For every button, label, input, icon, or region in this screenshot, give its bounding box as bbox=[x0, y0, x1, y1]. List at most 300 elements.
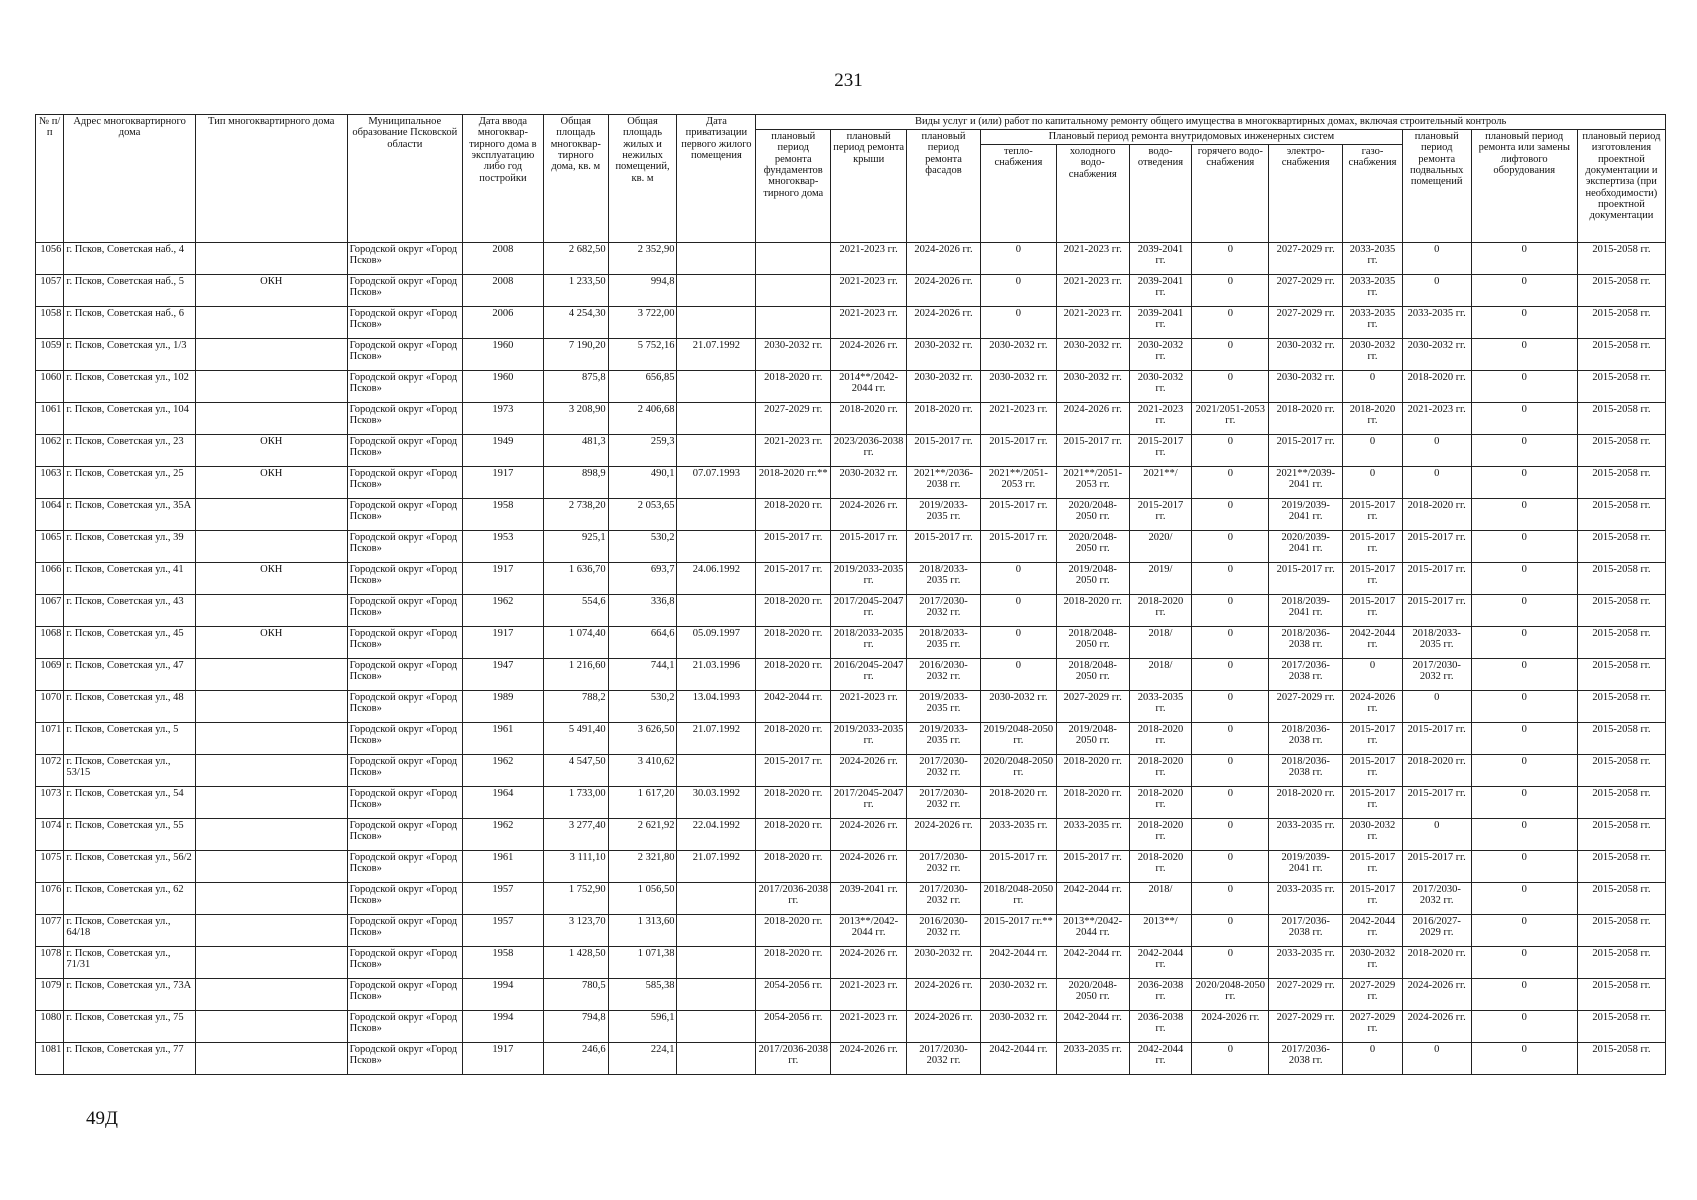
cell-facade: 2017/2030-2032 гг. bbox=[907, 595, 981, 627]
cell-municipality: Городской округ «Город Псков» bbox=[347, 787, 462, 819]
cell-drainage: 2021-2023 гг. bbox=[1129, 403, 1192, 435]
cell-foundation: 2018-2020 гг.** bbox=[756, 467, 831, 499]
cell-living-area: 3 626,50 bbox=[608, 723, 677, 755]
cell-living-area: 1 056,50 bbox=[608, 883, 677, 915]
cell-type: ОКН bbox=[195, 467, 347, 499]
cell-num: 1078 bbox=[36, 947, 64, 979]
header-roof: плановый период ремонта крыши bbox=[831, 130, 907, 243]
cell-num: 1068 bbox=[36, 627, 64, 659]
cell-basement: 0 bbox=[1402, 819, 1471, 851]
cell-municipality: Городской округ «Город Псков» bbox=[347, 883, 462, 915]
cell-total-area: 794,8 bbox=[543, 1011, 608, 1043]
cell-foundation: 2042-2044 гг. bbox=[756, 691, 831, 723]
table-row bbox=[36, 243, 1666, 275]
cell-type bbox=[195, 307, 347, 339]
cell-design: 2015-2058 гг. bbox=[1577, 755, 1665, 787]
cell-elevator: 0 bbox=[1471, 275, 1577, 307]
cell-type bbox=[195, 723, 347, 755]
cell-cold-water: 2020/2048-2050 гг. bbox=[1056, 531, 1129, 563]
cell-basement: 2018-2020 гг. bbox=[1402, 755, 1471, 787]
cell-design: 2015-2058 гг. bbox=[1577, 691, 1665, 723]
table-row bbox=[36, 563, 1666, 595]
cell-facade: 2024-2026 гг. bbox=[907, 243, 981, 275]
cell-drainage: 2018-2020 гг. bbox=[1129, 819, 1192, 851]
cell-elevator: 0 bbox=[1471, 627, 1577, 659]
cell-privatization-date bbox=[677, 1043, 756, 1075]
cell-gas: 0 bbox=[1343, 659, 1403, 691]
cell-total-area: 1 752,90 bbox=[543, 883, 608, 915]
cell-drainage: 2039-2041 гг. bbox=[1129, 243, 1192, 275]
cell-address: г. Псков, Советская ул., 47 bbox=[64, 659, 196, 691]
header-drainage: водо-отведения bbox=[1129, 145, 1192, 243]
cell-foundation: 2021-2023 гг. bbox=[756, 435, 831, 467]
cell-electricity: 2018-2020 гг. bbox=[1269, 403, 1343, 435]
cell-type bbox=[195, 947, 347, 979]
cell-roof: 2017/2045-2047 гг. bbox=[831, 787, 907, 819]
cell-year: 1989 bbox=[462, 691, 543, 723]
cell-year: 1960 bbox=[462, 371, 543, 403]
table-row bbox=[36, 627, 1666, 659]
cell-basement: 2015-2017 гг. bbox=[1402, 723, 1471, 755]
cell-gas: 2027-2029 гг. bbox=[1343, 1011, 1403, 1043]
cell-facade: 2024-2026 гг. bbox=[907, 307, 981, 339]
cell-privatization-date bbox=[677, 915, 756, 947]
cell-municipality: Городской округ «Город Псков» bbox=[347, 595, 462, 627]
cell-privatization-date bbox=[677, 435, 756, 467]
cell-gas: 2033-2035 гг. bbox=[1343, 243, 1403, 275]
header-basement: плановый период ремонта подвальных помещений bbox=[1402, 130, 1471, 243]
cell-foundation: 2018-2020 гг. bbox=[756, 499, 831, 531]
cell-address: г. Псков, Советская ул., 55 bbox=[64, 819, 196, 851]
cell-address: г. Псков, Советская ул., 56/2 bbox=[64, 851, 196, 883]
cell-heating: 2018-2020 гг. bbox=[980, 787, 1056, 819]
cell-facade: 2024-2026 гг. bbox=[907, 819, 981, 851]
cell-living-area: 2 321,80 bbox=[608, 851, 677, 883]
cell-basement: 2018/2033-2035 гг. bbox=[1402, 627, 1471, 659]
cell-foundation: 2018-2020 гг. bbox=[756, 851, 831, 883]
cell-foundation: 2015-2017 гг. bbox=[756, 563, 831, 595]
cell-num: 1080 bbox=[36, 1011, 64, 1043]
cell-design: 2015-2058 гг. bbox=[1577, 947, 1665, 979]
cell-municipality: Городской округ «Город Псков» bbox=[347, 1011, 462, 1043]
cell-num: 1069 bbox=[36, 659, 64, 691]
cell-heating: 2042-2044 гг. bbox=[980, 947, 1056, 979]
cell-hot-water: 0 bbox=[1192, 915, 1269, 947]
footer-code: 49Д bbox=[86, 1108, 118, 1129]
cell-roof: 2024-2026 гг. bbox=[831, 851, 907, 883]
cell-roof: 2013**/2042-2044 гг. bbox=[831, 915, 907, 947]
cell-total-area: 554,6 bbox=[543, 595, 608, 627]
cell-year: 1917 bbox=[462, 627, 543, 659]
table-row bbox=[36, 499, 1666, 531]
cell-design: 2015-2058 гг. bbox=[1577, 659, 1665, 691]
cell-heating: 0 bbox=[980, 627, 1056, 659]
cell-gas: 2030-2032 гг. bbox=[1343, 947, 1403, 979]
cell-privatization-date bbox=[677, 499, 756, 531]
cell-drainage: 2018/ bbox=[1129, 659, 1192, 691]
cell-design: 2015-2058 гг. bbox=[1577, 1011, 1665, 1043]
cell-roof: 2014**/2042-2044 гг. bbox=[831, 371, 907, 403]
cell-elevator: 0 bbox=[1471, 371, 1577, 403]
cell-gas: 2015-2017 гг. bbox=[1343, 595, 1403, 627]
header-elevator: плановый период ремонта или замены лифтового оборудования bbox=[1471, 130, 1577, 243]
cell-foundation: 2018-2020 гг. bbox=[756, 819, 831, 851]
cell-hot-water: 0 bbox=[1192, 723, 1269, 755]
header-works-group: Виды услуг и (или) работ по капитальному ремонту общего имущества в многоквартирных домах, включая строительный контроль bbox=[756, 115, 1666, 130]
table-row bbox=[36, 723, 1666, 755]
cell-electricity: 2030-2032 гг. bbox=[1269, 371, 1343, 403]
cell-privatization-date bbox=[677, 979, 756, 1011]
cell-electricity: 2030-2032 гг. bbox=[1269, 339, 1343, 371]
cell-drainage: 2020/ bbox=[1129, 531, 1192, 563]
cell-cold-water: 2030-2032 гг. bbox=[1056, 339, 1129, 371]
cell-address: г. Псков, Советская ул., 43 bbox=[64, 595, 196, 627]
cell-total-area: 925,1 bbox=[543, 531, 608, 563]
cell-privatization-date: 13.04.1993 bbox=[677, 691, 756, 723]
cell-hot-water: 0 bbox=[1192, 243, 1269, 275]
cell-num: 1073 bbox=[36, 787, 64, 819]
cell-address: г. Псков, Советская ул., 62 bbox=[64, 883, 196, 915]
cell-privatization-date: 05.09.1997 bbox=[677, 627, 756, 659]
cell-type bbox=[195, 243, 347, 275]
cell-total-area: 3 277,40 bbox=[543, 819, 608, 851]
cell-roof: 2019/2033-2035 гг. bbox=[831, 563, 907, 595]
cell-cold-water: 2021-2023 гг. bbox=[1056, 275, 1129, 307]
table-row bbox=[36, 371, 1666, 403]
cell-living-area: 336,8 bbox=[608, 595, 677, 627]
cell-electricity: 2018/2036-2038 гг. bbox=[1269, 627, 1343, 659]
cell-gas: 2015-2017 гг. bbox=[1343, 723, 1403, 755]
table-row bbox=[36, 915, 1666, 947]
cell-type bbox=[195, 883, 347, 915]
cell-foundation bbox=[756, 243, 831, 275]
cell-municipality: Городской округ «Город Псков» bbox=[347, 915, 462, 947]
cell-type: ОКН bbox=[195, 435, 347, 467]
cell-total-area: 3 208,90 bbox=[543, 403, 608, 435]
cell-gas: 0 bbox=[1343, 467, 1403, 499]
cell-total-area: 1 216,60 bbox=[543, 659, 608, 691]
cell-heating: 2030-2032 гг. bbox=[980, 979, 1056, 1011]
cell-living-area: 2 406,68 bbox=[608, 403, 677, 435]
cell-living-area: 530,2 bbox=[608, 531, 677, 563]
cell-gas: 2015-2017 гг. bbox=[1343, 883, 1403, 915]
cell-electricity: 2018/2036-2038 гг. bbox=[1269, 755, 1343, 787]
cell-drainage: 2036-2038 гг. bbox=[1129, 1011, 1192, 1043]
cell-privatization-date: 30.03.1992 bbox=[677, 787, 756, 819]
cell-num: 1065 bbox=[36, 531, 64, 563]
cell-basement: 0 bbox=[1402, 1043, 1471, 1075]
header-gas: газо-снабжения bbox=[1343, 145, 1403, 243]
cell-total-area: 875,8 bbox=[543, 371, 608, 403]
cell-design: 2015-2058 гг. bbox=[1577, 307, 1665, 339]
cell-year: 1973 bbox=[462, 403, 543, 435]
cell-year: 1958 bbox=[462, 947, 543, 979]
cell-municipality: Городской округ «Город Псков» bbox=[347, 339, 462, 371]
cell-drainage: 2036-2038 гг. bbox=[1129, 979, 1192, 1011]
cell-living-area: 2 352,90 bbox=[608, 243, 677, 275]
cell-gas: 2024-2026 гг. bbox=[1343, 691, 1403, 723]
cell-elevator: 0 bbox=[1471, 467, 1577, 499]
cell-privatization-date: 22.04.1992 bbox=[677, 819, 756, 851]
cell-heating: 2030-2032 гг. bbox=[980, 1011, 1056, 1043]
cell-gas: 2027-2029 гг. bbox=[1343, 979, 1403, 1011]
cell-municipality: Городской округ «Город Псков» bbox=[347, 403, 462, 435]
cell-gas: 2042-2044 гг. bbox=[1343, 627, 1403, 659]
cell-foundation: 2054-2056 гг. bbox=[756, 979, 831, 1011]
cell-cold-water: 2018/2048-2050 гг. bbox=[1056, 659, 1129, 691]
cell-design: 2015-2058 гг. bbox=[1577, 915, 1665, 947]
cell-living-area: 693,7 bbox=[608, 563, 677, 595]
cell-year: 1957 bbox=[462, 883, 543, 915]
cell-num: 1056 bbox=[36, 243, 64, 275]
cell-cold-water: 2021-2023 гг. bbox=[1056, 243, 1129, 275]
cell-roof: 2024-2026 гг. bbox=[831, 339, 907, 371]
cell-heating: 2042-2044 гг. bbox=[980, 1043, 1056, 1075]
cell-drainage: 2018-2020 гг. bbox=[1129, 723, 1192, 755]
cell-address: г. Псков, Советская ул., 75 bbox=[64, 1011, 196, 1043]
cell-type bbox=[195, 595, 347, 627]
cell-basement: 2024-2026 гг. bbox=[1402, 979, 1471, 1011]
cell-heating: 0 bbox=[980, 563, 1056, 595]
cell-basement: 2015-2017 гг. bbox=[1402, 531, 1471, 563]
cell-living-area: 1 071,38 bbox=[608, 947, 677, 979]
cell-year: 1964 bbox=[462, 787, 543, 819]
cell-heating: 2015-2017 гг. bbox=[980, 531, 1056, 563]
table-row bbox=[36, 435, 1666, 467]
cell-living-area: 224,1 bbox=[608, 1043, 677, 1075]
cell-year: 1962 bbox=[462, 819, 543, 851]
cell-basement: 0 bbox=[1402, 435, 1471, 467]
header-num: № п/п bbox=[36, 115, 64, 243]
cell-gas: 2015-2017 гг. bbox=[1343, 755, 1403, 787]
cell-municipality: Городской округ «Город Псков» bbox=[347, 819, 462, 851]
cell-cold-water: 2033-2035 гг. bbox=[1056, 1043, 1129, 1075]
cell-electricity: 2019/2039-2041 гг. bbox=[1269, 851, 1343, 883]
cell-electricity: 2019/2039-2041 гг. bbox=[1269, 499, 1343, 531]
cell-electricity: 2018-2020 гг. bbox=[1269, 787, 1343, 819]
cell-roof: 2023/2036-2038 гг. bbox=[831, 435, 907, 467]
cell-elevator: 0 bbox=[1471, 307, 1577, 339]
cell-year: 1961 bbox=[462, 851, 543, 883]
cell-address: г. Псков, Советская ул., 71/31 bbox=[64, 947, 196, 979]
cell-roof: 2024-2026 гг. bbox=[831, 947, 907, 979]
cell-cold-water: 2033-2035 гг. bbox=[1056, 819, 1129, 851]
cell-foundation: 2054-2056 гг. bbox=[756, 1011, 831, 1043]
cell-cold-water: 2020/2048-2050 гг. bbox=[1056, 979, 1129, 1011]
cell-foundation: 2018-2020 гг. bbox=[756, 595, 831, 627]
cell-year: 1917 bbox=[462, 563, 543, 595]
table-row bbox=[36, 531, 1666, 563]
cell-design: 2015-2058 гг. bbox=[1577, 627, 1665, 659]
cell-drainage: 2018-2020 гг. bbox=[1129, 787, 1192, 819]
table-row bbox=[36, 883, 1666, 915]
cell-drainage: 2019/ bbox=[1129, 563, 1192, 595]
cell-drainage: 2018-2020 гг. bbox=[1129, 851, 1192, 883]
cell-gas: 2015-2017 гг. bbox=[1343, 563, 1403, 595]
cell-living-area: 3 410,62 bbox=[608, 755, 677, 787]
cell-address: г. Псков, Советская ул., 1/3 bbox=[64, 339, 196, 371]
cell-design: 2015-2058 гг. bbox=[1577, 403, 1665, 435]
cell-municipality: Городской округ «Город Псков» bbox=[347, 851, 462, 883]
cell-living-area: 5 752,16 bbox=[608, 339, 677, 371]
header-heating: тепло-снабжения bbox=[980, 145, 1056, 243]
cell-basement: 2018-2020 гг. bbox=[1402, 947, 1471, 979]
cell-gas: 2015-2017 гг. bbox=[1343, 851, 1403, 883]
cell-year: 1947 bbox=[462, 659, 543, 691]
cell-address: г. Псков, Советская ул., 104 bbox=[64, 403, 196, 435]
cell-facade: 2016/2030-2032 гг. bbox=[907, 915, 981, 947]
cell-cold-water: 2027-2029 гг. bbox=[1056, 691, 1129, 723]
cell-electricity: 2027-2029 гг. bbox=[1269, 307, 1343, 339]
cell-year: 2008 bbox=[462, 243, 543, 275]
cell-type: ОКН bbox=[195, 627, 347, 659]
cell-municipality: Городской округ «Город Псков» bbox=[347, 531, 462, 563]
cell-year: 1994 bbox=[462, 979, 543, 1011]
cell-heating: 0 bbox=[980, 307, 1056, 339]
cell-privatization-date bbox=[677, 275, 756, 307]
cell-year: 1961 bbox=[462, 723, 543, 755]
cell-total-area: 898,9 bbox=[543, 467, 608, 499]
cell-basement: 2015-2017 гг. bbox=[1402, 595, 1471, 627]
table-row bbox=[36, 691, 1666, 723]
cell-address: г. Псков, Советская ул., 77 bbox=[64, 1043, 196, 1075]
cell-living-area: 585,38 bbox=[608, 979, 677, 1011]
cell-roof: 2015-2017 гг. bbox=[831, 531, 907, 563]
cell-basement: 0 bbox=[1402, 275, 1471, 307]
cell-municipality: Городской округ «Город Псков» bbox=[347, 499, 462, 531]
cell-privatization-date bbox=[677, 947, 756, 979]
cell-design: 2015-2058 гг. bbox=[1577, 787, 1665, 819]
cell-num: 1061 bbox=[36, 403, 64, 435]
cell-num: 1075 bbox=[36, 851, 64, 883]
cell-address: г. Псков, Советская ул., 53/15 bbox=[64, 755, 196, 787]
cell-heating: 0 bbox=[980, 275, 1056, 307]
cell-address: г. Псков, Советская наб., 5 bbox=[64, 275, 196, 307]
cell-facade: 2030-2032 гг. bbox=[907, 371, 981, 403]
cell-gas: 2030-2032 гг. bbox=[1343, 819, 1403, 851]
cell-hot-water: 0 bbox=[1192, 531, 1269, 563]
cell-municipality: Городской округ «Город Псков» bbox=[347, 1043, 462, 1075]
cell-privatization-date: 21.07.1992 bbox=[677, 339, 756, 371]
cell-facade: 2018/2033-2035 гг. bbox=[907, 563, 981, 595]
cell-heating: 2018/2048-2050 гг. bbox=[980, 883, 1056, 915]
cell-address: г. Псков, Советская ул., 54 bbox=[64, 787, 196, 819]
cell-num: 1063 bbox=[36, 467, 64, 499]
cell-drainage: 2030-2032 гг. bbox=[1129, 339, 1192, 371]
cell-num: 1070 bbox=[36, 691, 64, 723]
table-row bbox=[36, 787, 1666, 819]
cell-cold-water: 2030-2032 гг. bbox=[1056, 371, 1129, 403]
cell-year: 1917 bbox=[462, 467, 543, 499]
cell-num: 1059 bbox=[36, 339, 64, 371]
cell-heating: 2019/2048-2050 гг. bbox=[980, 723, 1056, 755]
cell-design: 2015-2058 гг. bbox=[1577, 851, 1665, 883]
cell-total-area: 246,6 bbox=[543, 1043, 608, 1075]
cell-type bbox=[195, 403, 347, 435]
cell-hot-water: 0 bbox=[1192, 883, 1269, 915]
cell-elevator: 0 bbox=[1471, 723, 1577, 755]
cell-roof: 2018-2020 гг. bbox=[831, 403, 907, 435]
cell-drainage: 2030-2032 гг. bbox=[1129, 371, 1192, 403]
cell-hot-water: 0 bbox=[1192, 659, 1269, 691]
cell-electricity: 2018/2039-2041 гг. bbox=[1269, 595, 1343, 627]
cell-hot-water: 0 bbox=[1192, 275, 1269, 307]
cell-privatization-date bbox=[677, 371, 756, 403]
cell-foundation bbox=[756, 275, 831, 307]
cell-address: г. Псков, Советская наб., 4 bbox=[64, 243, 196, 275]
cell-facade: 2018/2033-2035 гг. bbox=[907, 627, 981, 659]
cell-electricity: 2015-2017 гг. bbox=[1269, 563, 1343, 595]
cell-electricity: 2027-2029 гг. bbox=[1269, 243, 1343, 275]
cell-electricity: 2027-2029 гг. bbox=[1269, 691, 1343, 723]
cell-privatization-date bbox=[677, 595, 756, 627]
cell-elevator: 0 bbox=[1471, 883, 1577, 915]
cell-foundation: 2018-2020 гг. bbox=[756, 723, 831, 755]
cell-facade: 2017/2030-2032 гг. bbox=[907, 787, 981, 819]
cell-hot-water: 2021/2051-2053 гг. bbox=[1192, 403, 1269, 435]
cell-living-area: 2 621,92 bbox=[608, 819, 677, 851]
cell-roof: 2017/2045-2047 гг. bbox=[831, 595, 907, 627]
cell-design: 2015-2058 гг. bbox=[1577, 531, 1665, 563]
cell-gas: 0 bbox=[1343, 371, 1403, 403]
cell-drainage: 2039-2041 гг. bbox=[1129, 275, 1192, 307]
cell-hot-water: 0 bbox=[1192, 787, 1269, 819]
cell-municipality: Городской округ «Город Псков» bbox=[347, 371, 462, 403]
cell-foundation: 2018-2020 гг. bbox=[756, 627, 831, 659]
cell-facade: 2024-2026 гг. bbox=[907, 275, 981, 307]
cell-year: 1960 bbox=[462, 339, 543, 371]
capital-repair-register-table bbox=[35, 114, 1666, 1075]
cell-heating: 2021-2023 гг. bbox=[980, 403, 1056, 435]
cell-elevator: 0 bbox=[1471, 531, 1577, 563]
cell-cold-water: 2018-2020 гг. bbox=[1056, 755, 1129, 787]
cell-roof: 2021-2023 гг. bbox=[831, 275, 907, 307]
cell-heating: 2020/2048-2050 гг. bbox=[980, 755, 1056, 787]
cell-address: г. Псков, Советская ул., 64/18 bbox=[64, 915, 196, 947]
cell-type bbox=[195, 531, 347, 563]
cell-elevator: 0 bbox=[1471, 595, 1577, 627]
cell-hot-water: 2020/2048-2050 гг. bbox=[1192, 979, 1269, 1011]
cell-drainage: 2021**/ bbox=[1129, 467, 1192, 499]
cell-num: 1072 bbox=[36, 755, 64, 787]
cell-heating: 2015-2017 гг.** bbox=[980, 915, 1056, 947]
cell-elevator: 0 bbox=[1471, 339, 1577, 371]
cell-total-area: 780,5 bbox=[543, 979, 608, 1011]
cell-facade: 2017/2030-2032 гг. bbox=[907, 851, 981, 883]
header-engineering-group: Плановый период ремонта внутридомовых инженерных систем bbox=[980, 130, 1402, 145]
cell-address: г. Псков, Советская ул., 102 bbox=[64, 371, 196, 403]
cell-design: 2015-2058 гг. bbox=[1577, 1043, 1665, 1075]
cell-year: 1953 bbox=[462, 531, 543, 563]
cell-electricity: 2033-2035 гг. bbox=[1269, 947, 1343, 979]
cell-roof: 2021-2023 гг. bbox=[831, 979, 907, 1011]
cell-electricity: 2027-2029 гг. bbox=[1269, 979, 1343, 1011]
cell-roof: 2024-2026 гг. bbox=[831, 499, 907, 531]
cell-privatization-date bbox=[677, 243, 756, 275]
cell-privatization-date bbox=[677, 883, 756, 915]
header-privatization-date: Дата приватизации первого жилого помещения bbox=[677, 115, 756, 243]
cell-gas: 2033-2035 гг. bbox=[1343, 275, 1403, 307]
cell-facade: 2024-2026 гг. bbox=[907, 979, 981, 1011]
cell-total-area: 7 190,20 bbox=[543, 339, 608, 371]
cell-gas: 0 bbox=[1343, 435, 1403, 467]
cell-cold-water: 2018/2048-2050 гг. bbox=[1056, 627, 1129, 659]
cell-privatization-date: 07.07.1993 bbox=[677, 467, 756, 499]
cell-num: 1081 bbox=[36, 1043, 64, 1075]
cell-design: 2015-2058 гг. bbox=[1577, 435, 1665, 467]
cell-facade: 2017/2030-2032 гг. bbox=[907, 755, 981, 787]
cell-type bbox=[195, 691, 347, 723]
